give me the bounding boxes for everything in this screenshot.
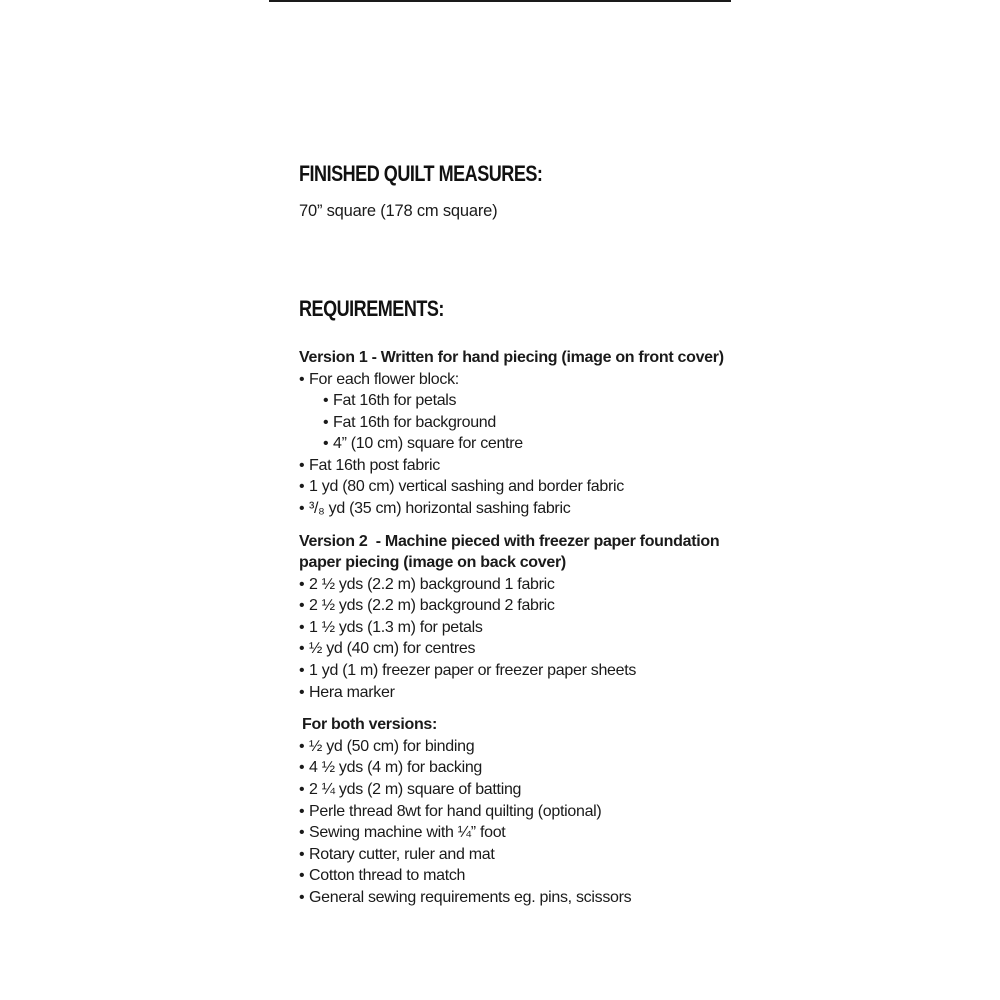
list-item-text: Hera marker bbox=[309, 683, 395, 701]
list-item-text: 1 yd (1 m) freezer paper or freezer paper sheets bbox=[309, 662, 637, 680]
bullet: • bbox=[299, 888, 305, 906]
list-item-text: 2 ¼ yds (2 m) square of batting bbox=[309, 780, 522, 798]
bullet: • bbox=[299, 597, 305, 615]
list-item-text: Perle thread 8wt for hand quilting (optional) bbox=[309, 802, 602, 820]
bullet: • bbox=[323, 435, 329, 453]
list-item-text: ³/₈ yd (35 cm) horizontal sashing fabric bbox=[309, 500, 571, 518]
list-item-text: 4” (10 cm) square for centre bbox=[333, 435, 523, 453]
bullet: • bbox=[299, 618, 305, 636]
list-item bbox=[299, 736, 739, 758]
bullet: • bbox=[299, 867, 305, 885]
list-item bbox=[299, 779, 739, 801]
list-item bbox=[299, 595, 739, 617]
bullet: • bbox=[299, 737, 305, 755]
version-2-list bbox=[299, 574, 739, 704]
bullet: • bbox=[299, 759, 305, 777]
list-item bbox=[299, 390, 739, 412]
list-item-text: Cotton thread to match bbox=[309, 867, 466, 885]
list-item-text: 1 ½ yds (1.3 m) for petals bbox=[309, 618, 483, 636]
list-item bbox=[299, 660, 739, 682]
top-divider-line bbox=[269, 0, 731, 2]
list-item-text: Sewing machine with ¼” foot bbox=[309, 824, 506, 842]
list-item bbox=[299, 574, 739, 596]
requirements-heading: REQUIREMENTS: bbox=[299, 296, 444, 321]
list-item-text: Fat 16th post fabric bbox=[309, 456, 440, 474]
version-2-title-line-2: paper piecing (image on back cover) bbox=[299, 554, 566, 572]
bullet: • bbox=[299, 500, 305, 518]
list-item bbox=[299, 617, 739, 639]
bullet: • bbox=[299, 456, 305, 474]
version-2-title bbox=[299, 531, 739, 574]
both-versions-title: For both versions: bbox=[302, 716, 438, 734]
finished-quilt-size: 70” square (178 cm square) bbox=[299, 202, 498, 220]
list-item bbox=[299, 822, 739, 844]
list-item-text: Rotary cutter, ruler and mat bbox=[309, 845, 495, 863]
both-versions-list bbox=[299, 736, 739, 909]
list-item-text: ½ yd (50 cm) for binding bbox=[309, 737, 475, 755]
list-item bbox=[299, 412, 739, 434]
list-item bbox=[299, 887, 739, 909]
list-item-text: ½ yd (40 cm) for centres bbox=[309, 640, 476, 658]
list-item-text: 4 ½ yds (4 m) for backing bbox=[309, 759, 483, 777]
list-item bbox=[299, 498, 739, 520]
bullet: • bbox=[299, 683, 305, 701]
list-item bbox=[299, 455, 739, 477]
bullet: • bbox=[299, 802, 305, 820]
list-item bbox=[299, 369, 739, 391]
version-1-title: Version 1 - Written for hand piecing (image on front cover) bbox=[299, 349, 724, 366]
list-item bbox=[299, 682, 739, 704]
bullet: • bbox=[299, 780, 305, 798]
list-item-text: 2 ½ yds (2.2 m) background 2 fabric bbox=[309, 597, 555, 615]
list-item bbox=[299, 801, 739, 823]
bullet: • bbox=[299, 575, 305, 593]
list-item bbox=[299, 476, 739, 498]
document-content bbox=[299, 160, 739, 908]
list-item bbox=[299, 844, 739, 866]
bullet: • bbox=[299, 662, 305, 680]
bullet: • bbox=[299, 640, 305, 658]
list-item-text: Fat 16th for background bbox=[333, 413, 496, 431]
list-item bbox=[299, 433, 739, 455]
list-item-text: General sewing requirements eg. pins, scissors bbox=[309, 888, 632, 906]
list-item-text: Fat 16th for petals bbox=[333, 392, 457, 410]
bullet: • bbox=[323, 413, 329, 431]
version-2-title-line-1: Version 2 - Machine pieced with freezer paper foundation bbox=[299, 532, 720, 550]
list-item-text: 2 ½ yds (2.2 m) background 1 fabric bbox=[309, 575, 555, 593]
list-item bbox=[299, 638, 739, 660]
finished-quilt-heading: FINISHED QUILT MEASURES: bbox=[299, 161, 543, 186]
bullet: • bbox=[299, 370, 305, 388]
bullet: • bbox=[299, 845, 305, 863]
bullet: • bbox=[299, 824, 305, 842]
version-1-list bbox=[299, 369, 739, 520]
bullet: • bbox=[323, 392, 329, 410]
list-item bbox=[299, 757, 739, 779]
list-item-text: 1 yd (80 cm) vertical sashing and border fabric bbox=[309, 478, 624, 496]
list-item bbox=[299, 865, 739, 887]
list-item-text: For each flower block: bbox=[309, 370, 459, 388]
bullet: • bbox=[299, 478, 305, 496]
